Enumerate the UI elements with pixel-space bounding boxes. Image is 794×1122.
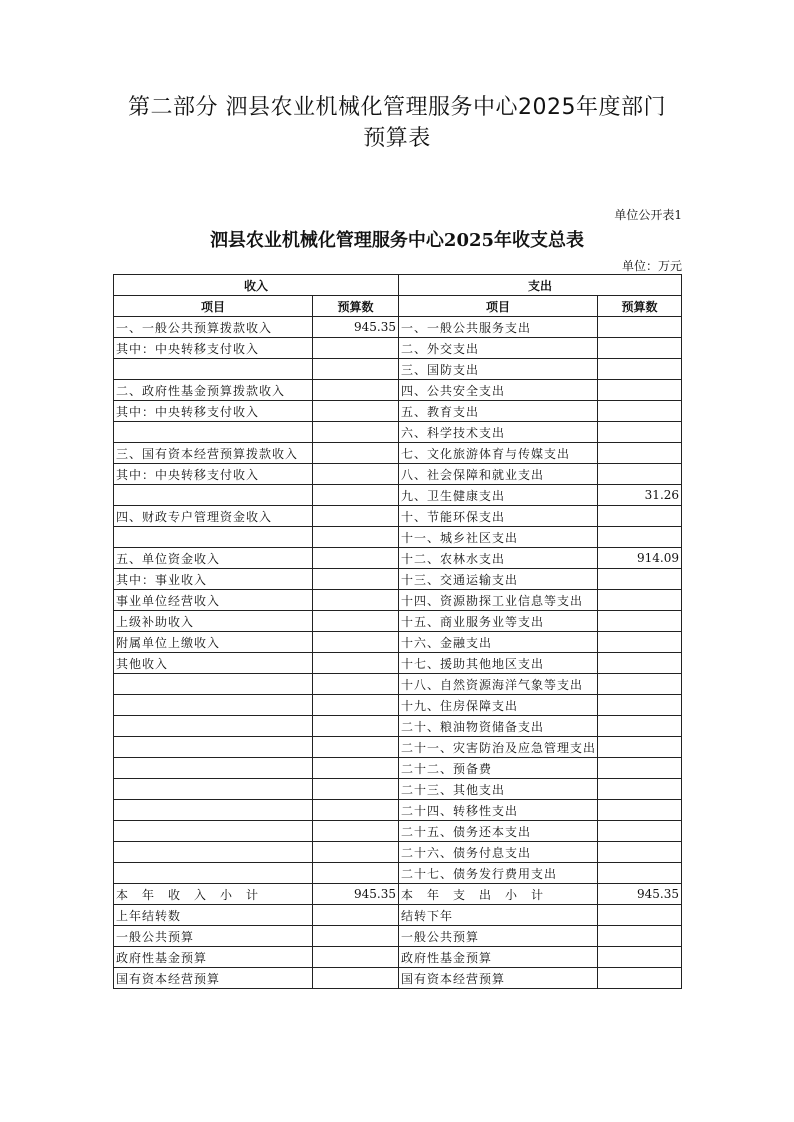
income-amount-cell xyxy=(313,968,399,989)
expense-item-cell: 十六、金融支出 xyxy=(399,632,598,653)
document-title-line1: 第二部分 泗县农业机械化管理服务中心2025年度部门 xyxy=(128,95,666,120)
income-item-cell: 其中：事业收入 xyxy=(114,569,313,590)
table-row xyxy=(114,926,682,947)
expense-amount-cell xyxy=(598,779,682,800)
expense-item-cell: 二十五、债务还本支出 xyxy=(399,821,598,842)
expense-amount-cell xyxy=(598,569,682,590)
budget-rows xyxy=(114,317,682,989)
expense-amount-cell xyxy=(598,737,682,758)
expense-amount-cell xyxy=(598,716,682,737)
document-title xyxy=(0,92,794,154)
expense-amount-cell xyxy=(598,632,682,653)
table-row xyxy=(114,548,682,569)
income-amount-cell xyxy=(313,338,399,359)
income-amount-cell xyxy=(313,506,399,527)
income-amount-cell xyxy=(313,800,399,821)
expense-item-cell: 四、公共安全支出 xyxy=(399,380,598,401)
expense-amount-cell xyxy=(598,968,682,989)
income-amount-cell xyxy=(313,863,399,884)
income-item-cell: 一、一般公共预算拨款收入 xyxy=(114,317,313,338)
income-amount-cell xyxy=(313,380,399,401)
income-amount-header: 预算数 xyxy=(313,296,399,317)
expense-amount-cell xyxy=(598,758,682,779)
table-row xyxy=(114,527,682,548)
income-amount-cell xyxy=(313,485,399,506)
table-row xyxy=(114,317,682,338)
table-row xyxy=(114,758,682,779)
income-item-cell xyxy=(114,422,313,443)
income-amount-cell xyxy=(313,947,399,968)
expense-amount-cell xyxy=(598,947,682,968)
income-item-cell xyxy=(114,842,313,863)
expense-item-cell: 十九、住房保障支出 xyxy=(399,695,598,716)
income-amount-cell xyxy=(313,779,399,800)
table-row xyxy=(114,653,682,674)
expense-item-cell: 一、一般公共服务支出 xyxy=(399,317,598,338)
expense-item-cell: 十八、自然资源海洋气象等支出 xyxy=(399,674,598,695)
income-amount-cell xyxy=(313,716,399,737)
income-item-cell: 其中：中央转移支付收入 xyxy=(114,401,313,422)
table-row xyxy=(114,800,682,821)
expense-item-cell: 政府性基金预算 xyxy=(399,947,598,968)
expense-item-cell: 二十六、债务付息支出 xyxy=(399,842,598,863)
income-amount-cell xyxy=(313,737,399,758)
form-number: 单位公开表1 xyxy=(614,208,682,222)
income-item-cell: 一般公共预算 xyxy=(114,926,313,947)
expense-amount-cell: 945.35 xyxy=(598,884,682,905)
income-item-cell xyxy=(114,695,313,716)
income-item-cell xyxy=(114,359,313,380)
income-item-cell xyxy=(114,716,313,737)
income-item-cell xyxy=(114,737,313,758)
budget-summary-table xyxy=(113,274,682,989)
income-item-cell xyxy=(114,527,313,548)
expense-item-cell: 十四、资源勘探工业信息等支出 xyxy=(399,590,598,611)
income-item-cell: 事业单位经营收入 xyxy=(114,590,313,611)
table-row xyxy=(114,884,682,905)
income-amount-cell xyxy=(313,905,399,926)
table-title: 泗县农业机械化管理服务中心2025年收支总表 xyxy=(209,230,585,251)
table-row xyxy=(114,590,682,611)
income-amount-cell xyxy=(313,632,399,653)
expense-item-cell: 二十七、债务发行费用支出 xyxy=(399,863,598,884)
table-row xyxy=(114,821,682,842)
expense-amount-cell xyxy=(598,401,682,422)
income-item-cell: 其中：中央转移支付收入 xyxy=(114,464,313,485)
income-item-cell xyxy=(114,863,313,884)
table-row xyxy=(114,674,682,695)
table-row xyxy=(114,464,682,485)
income-amount-cell xyxy=(313,842,399,863)
income-amount-cell xyxy=(313,821,399,842)
expense-amount-cell xyxy=(598,842,682,863)
expense-item-cell: 五、教育支出 xyxy=(399,401,598,422)
income-item-cell: 国有资本经营预算 xyxy=(114,968,313,989)
table-row xyxy=(114,737,682,758)
table-row xyxy=(114,632,682,653)
expense-item-header: 项目 xyxy=(399,296,598,317)
expense-item-cell: 十二、农林水支出 xyxy=(399,548,598,569)
table-row xyxy=(114,779,682,800)
expense-item-cell: 八、社会保障和就业支出 xyxy=(399,464,598,485)
table-row xyxy=(114,968,682,989)
expense-item-cell: 三、国防支出 xyxy=(399,359,598,380)
income-item-cell: 五、单位资金收入 xyxy=(114,548,313,569)
document-title-line2: 预算表 xyxy=(363,126,431,151)
expense-item-cell: 九、卫生健康支出 xyxy=(399,485,598,506)
income-amount-cell xyxy=(313,548,399,569)
table-row xyxy=(114,905,682,926)
expense-amount-cell xyxy=(598,380,682,401)
income-amount-cell xyxy=(313,569,399,590)
expense-amount-cell xyxy=(598,800,682,821)
expense-item-cell: 十五、商业服务业等支出 xyxy=(399,611,598,632)
expense-amount-header: 预算数 xyxy=(598,296,682,317)
table-row xyxy=(114,842,682,863)
table-row xyxy=(114,443,682,464)
table-row xyxy=(114,401,682,422)
income-item-cell: 四、财政专户管理资金收入 xyxy=(114,506,313,527)
income-item-cell xyxy=(114,779,313,800)
income-item-cell: 其中：中央转移支付收入 xyxy=(114,338,313,359)
income-amount-cell xyxy=(313,464,399,485)
income-item-cell: 其他收入 xyxy=(114,653,313,674)
expense-amount-cell xyxy=(598,611,682,632)
expense-item-cell: 十三、交通运输支出 xyxy=(399,569,598,590)
table-row xyxy=(114,569,682,590)
income-amount-cell xyxy=(313,359,399,380)
unit-label: 单位：万元 xyxy=(621,259,682,273)
expense-amount-cell: 914.09 xyxy=(598,548,682,569)
income-item-cell xyxy=(114,674,313,695)
income-item-cell: 上年结转数 xyxy=(114,905,313,926)
income-amount-cell: 945.35 xyxy=(313,317,399,338)
expense-amount-cell xyxy=(598,422,682,443)
income-item-header: 项目 xyxy=(114,296,313,317)
income-item-cell xyxy=(114,821,313,842)
income-item-cell xyxy=(114,485,313,506)
expense-item-cell: 结转下年 xyxy=(399,905,598,926)
expense-item-cell: 二十一、灾害防治及应急管理支出 xyxy=(399,737,598,758)
table-row xyxy=(114,380,682,401)
expense-amount-cell xyxy=(598,527,682,548)
expense-amount-cell xyxy=(598,506,682,527)
income-amount-cell: 945.35 xyxy=(313,884,399,905)
table-row xyxy=(114,338,682,359)
income-amount-cell xyxy=(313,653,399,674)
income-item-cell xyxy=(114,758,313,779)
expense-item-cell: 十七、援助其他地区支出 xyxy=(399,653,598,674)
income-item-cell xyxy=(114,800,313,821)
expense-amount-cell xyxy=(598,443,682,464)
expense-item-cell: 二十四、转移性支出 xyxy=(399,800,598,821)
expense-amount-cell xyxy=(598,863,682,884)
expense-amount-cell xyxy=(598,674,682,695)
expense-item-cell: 二十三、其他支出 xyxy=(399,779,598,800)
expense-amount-cell xyxy=(598,905,682,926)
income-item-cell: 三、国有资本经营预算拨款收入 xyxy=(114,443,313,464)
table-row xyxy=(114,359,682,380)
income-amount-cell xyxy=(313,758,399,779)
expense-item-cell: 六、科学技术支出 xyxy=(399,422,598,443)
expense-amount-cell xyxy=(598,590,682,611)
expense-amount-cell xyxy=(598,821,682,842)
income-section-header: 收入 xyxy=(114,275,399,296)
income-item-cell: 本年收入小计 xyxy=(114,884,313,905)
expense-amount-cell: 31.26 xyxy=(598,485,682,506)
table-row xyxy=(114,947,682,968)
income-amount-cell xyxy=(313,443,399,464)
expense-amount-cell xyxy=(598,653,682,674)
income-amount-cell xyxy=(313,926,399,947)
expense-item-cell: 一般公共预算 xyxy=(399,926,598,947)
income-item-cell: 政府性基金预算 xyxy=(114,947,313,968)
table-row xyxy=(114,695,682,716)
table-row xyxy=(114,611,682,632)
income-amount-cell xyxy=(313,695,399,716)
income-amount-cell xyxy=(313,401,399,422)
expense-item-cell: 十、节能环保支出 xyxy=(399,506,598,527)
table-row xyxy=(114,506,682,527)
expense-amount-cell xyxy=(598,926,682,947)
table-row xyxy=(114,422,682,443)
expense-item-cell: 二十二、预备费 xyxy=(399,758,598,779)
income-item-cell: 附属单位上缴收入 xyxy=(114,632,313,653)
expense-item-cell: 本年支出小计 xyxy=(399,884,598,905)
expense-amount-cell xyxy=(598,464,682,485)
expense-amount-cell xyxy=(598,695,682,716)
table-row xyxy=(114,863,682,884)
expense-item-cell: 二十、粮油物资储备支出 xyxy=(399,716,598,737)
income-amount-cell xyxy=(313,674,399,695)
expense-item-cell: 七、文化旅游体育与传媒支出 xyxy=(399,443,598,464)
expense-item-cell: 十一、城乡社区支出 xyxy=(399,527,598,548)
income-amount-cell xyxy=(313,422,399,443)
expense-amount-cell xyxy=(598,338,682,359)
table-row xyxy=(114,485,682,506)
expense-item-cell: 国有资本经营预算 xyxy=(399,968,598,989)
income-item-cell: 上级补助收入 xyxy=(114,611,313,632)
expense-item-cell: 二、外交支出 xyxy=(399,338,598,359)
income-amount-cell xyxy=(313,527,399,548)
income-item-cell: 二、政府性基金预算拨款收入 xyxy=(114,380,313,401)
income-amount-cell xyxy=(313,611,399,632)
expense-amount-cell xyxy=(598,359,682,380)
expense-amount-cell xyxy=(598,317,682,338)
expense-section-header: 支出 xyxy=(399,275,682,296)
table-row xyxy=(114,716,682,737)
income-amount-cell xyxy=(313,590,399,611)
